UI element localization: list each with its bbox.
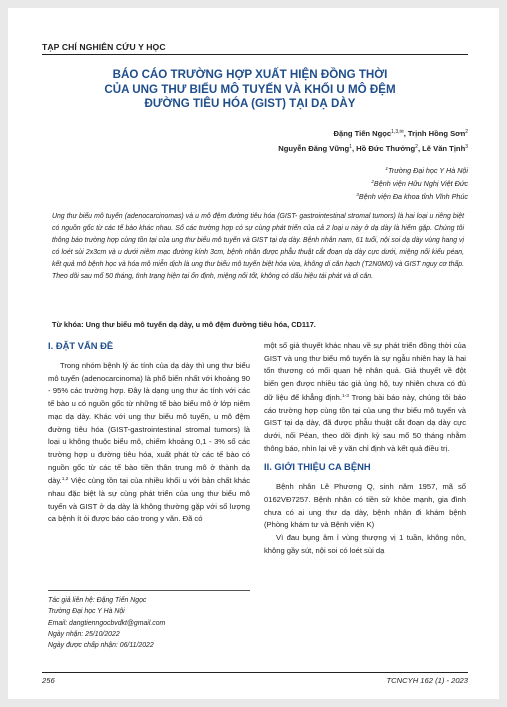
footnote-email: Email: dangtienngocbvdkt@gmail.com bbox=[48, 619, 166, 627]
author-affil-sup: 3 bbox=[465, 143, 468, 150]
affiliation-item: $^1$Trường Đại học Y Hà Nội bbox=[385, 166, 468, 175]
footnote-accepted: Ngày được chấp nhận: 06/11/2022 bbox=[48, 642, 154, 650]
section-heading: II. GIỚI THIỆU CA BỆNH bbox=[264, 461, 371, 473]
author-affil-sup: 2 bbox=[415, 143, 418, 150]
paragraph: Vì đau bụng âm ỉ vùng thượng vị 1 tuần, không nôn, không gầy sút, nội soi có loét sùi dạ bbox=[264, 533, 466, 555]
keywords: Từ khóa: Ung thư biểu mô tuyến dạ dày, u mô đệm đường tiêu hóa, CD117. bbox=[52, 320, 316, 329]
author-name: Đặng Tiến Ngọc bbox=[333, 129, 392, 138]
affiliation-item: $^3$Bệnh viện Đa khoa tỉnh Vĩnh Phúc bbox=[356, 192, 468, 201]
author-name: , Trịnh Hồng Sơn bbox=[403, 129, 466, 138]
citation-sup: 1,2 bbox=[61, 477, 69, 483]
journal-header: TẠP CHÍ NGHIÊN CỨU Y HỌC bbox=[42, 42, 468, 55]
paragraph: Bệnh nhân Lê Phương Q, sinh năm 1957, mã số 0162VĐ7257. Bệnh nhân có tiền sử khỏe mạnh, gia đình chưa có ai ung thư dạ dày, bệnh nhân đi khám bệnh (Phòng khám tư và Bệnh viện K) bbox=[264, 482, 466, 530]
corresponding-footnote bbox=[48, 590, 250, 651]
article-title bbox=[60, 68, 440, 112]
author-affil-sup: 2 bbox=[465, 129, 468, 135]
body-column-left bbox=[48, 340, 250, 526]
author-affil-sup: 1,3, bbox=[391, 129, 400, 135]
title-line: CỦA UNG THƯ BIỂU MÔ TUYẾN VÀ KHỐI U MÔ ĐỆM bbox=[104, 82, 396, 96]
email-mark-icon: ✉ bbox=[399, 129, 404, 135]
author-line-2 bbox=[48, 141, 468, 156]
footnote-affiliation: Trường Đại học Y Hà Nội bbox=[48, 608, 125, 616]
title-line: ĐƯỜNG TIÊU HÓA (GIST) TẠI DẠ DÀY bbox=[144, 97, 356, 111]
issue-label: TCNCYH 162 (1) - 2023 bbox=[386, 676, 468, 685]
author-line-1 bbox=[48, 126, 468, 141]
author-name: , Hồ Đức Thưởng bbox=[351, 143, 416, 153]
affiliation-list bbox=[48, 164, 468, 203]
citation-sup: 1-3 bbox=[341, 393, 349, 399]
page-number: 256 bbox=[42, 676, 55, 685]
paragraph: một số giả thuyết khác nhau về sự phát triển đồng thời của GIST và ung thư biểu mô tuyến là sự ngẫu nhiên hay là hai tổn thương có mối quan hệ nhân quả. Giả thuyết về đột biến gen được nhiều tác giả ủng hộ, tuy nhiên chưa có đủ dữ liệu để khẳng định.$^{1-3}$ Trong bài báo này, chúng tôi báo cáo trường hợp cùng tồn tại của ung thư biểu mô tuyến và GIST tại dạ dày, đã được phẫu thuật cắt đoạn dạ dày cực dưới, nối Péan, theo dõi định kỳ sau mổ 50 tháng nhằm thông báo, nhìn lại về y văn chỉ định và kết quả điều trị. bbox=[264, 341, 466, 453]
title-line: BÁO CÁO TRƯỜNG HỢP XUẤT HIỆN ĐỒNG THỜI bbox=[112, 68, 388, 81]
author-name: Nguyễn Đăng Vững bbox=[278, 143, 350, 153]
author-name: , Lê Văn Tịnh bbox=[417, 143, 466, 153]
author-list bbox=[48, 126, 468, 155]
body-column-right bbox=[264, 340, 466, 558]
paragraph: Trong nhóm bệnh lý ác tính của dạ dày thì ung thư biểu mô tuyến (adenocarcinoma) là phổ biến nhất với khoảng 90 - 95% các trường hợp. Đây là dạng ung thư ác tính với các tế bào u có nguồn gốc từ những tế bào biểu mô ở lớp niêm mạc dạ dày. Khác với ung thư biểu mô tuyến, u mô đệm đường tiêu hóa (GIST-gastrointestinal stromal tumors) là loại u không thuộc biểu mô, chiếm khoảng 0,1 - 3% số các trường hợp u đường tiêu hóa, xuất phát từ các tế bào có nguồn gốc từ các tế bào tiền thân trung mô ở thành dạ dày.$^{1,2}$ Việc cùng tồn tại của nhiều khối u với bản chất khác nhau đặc biệt là sự cùng phát triển của ung thư biểu mô tuyến và GIST ở dạ dày là không thường gặp với số lượng ca bệnh ít ỏi được báo cáo trong y văn. Đã có bbox=[48, 361, 250, 524]
author-affil-sup: 1 bbox=[349, 143, 352, 150]
footnote-received: Ngày nhận: 25/10/2022 bbox=[48, 630, 120, 638]
affiliation-item: $^2$Bệnh viện Hữu Nghị Việt Đức bbox=[371, 179, 468, 188]
section-heading: I. ĐẶT VẤN ĐỀ bbox=[48, 340, 114, 351]
footnote-author: Tác giả liên hệ: Đặng Tiến Ngọc bbox=[48, 597, 147, 604]
abstract: Ung thư biểu mô tuyến (adenocarcinomas) và u mô đệm đường tiêu hóa (GIST- gastrointestinal stromal tumors) là hai loại u riêng biệt có nguồn gốc từ các tế bào khác nhau. Số các trường hợp có sự cùng phát triển của cả 2 loại u này ở dạ dày là hiếm gặp. Chúng tôi thông báo trường hợp cùng tồn tại của ung thư biểu mô tuyến và GIST tại dạ dày. Bệnh nhân nam, 61 tuổi, nội soi dạ dày vùng hang vị có loét sùi 2x3cm và u dưới niêm mạc đường kính 3cm, bệnh nhân được phẫu thuật cắt đoạn dạ dày cực dưới, miệng nối kiểu péan, kết quả mô bệnh học và hóa mô miễn dịch là ung thư biểu mô tuyến biệt hóa vừa, không di căn hạch (T2N0M0) và GIST nguy cơ thấp. Theo dõi sau mổ 50 tháng, tình trạng hiện tại ổn định, miệng nối tốt, không có dấu hiệu tái phát và di căn. bbox=[52, 213, 464, 281]
page-footer bbox=[42, 672, 468, 685]
